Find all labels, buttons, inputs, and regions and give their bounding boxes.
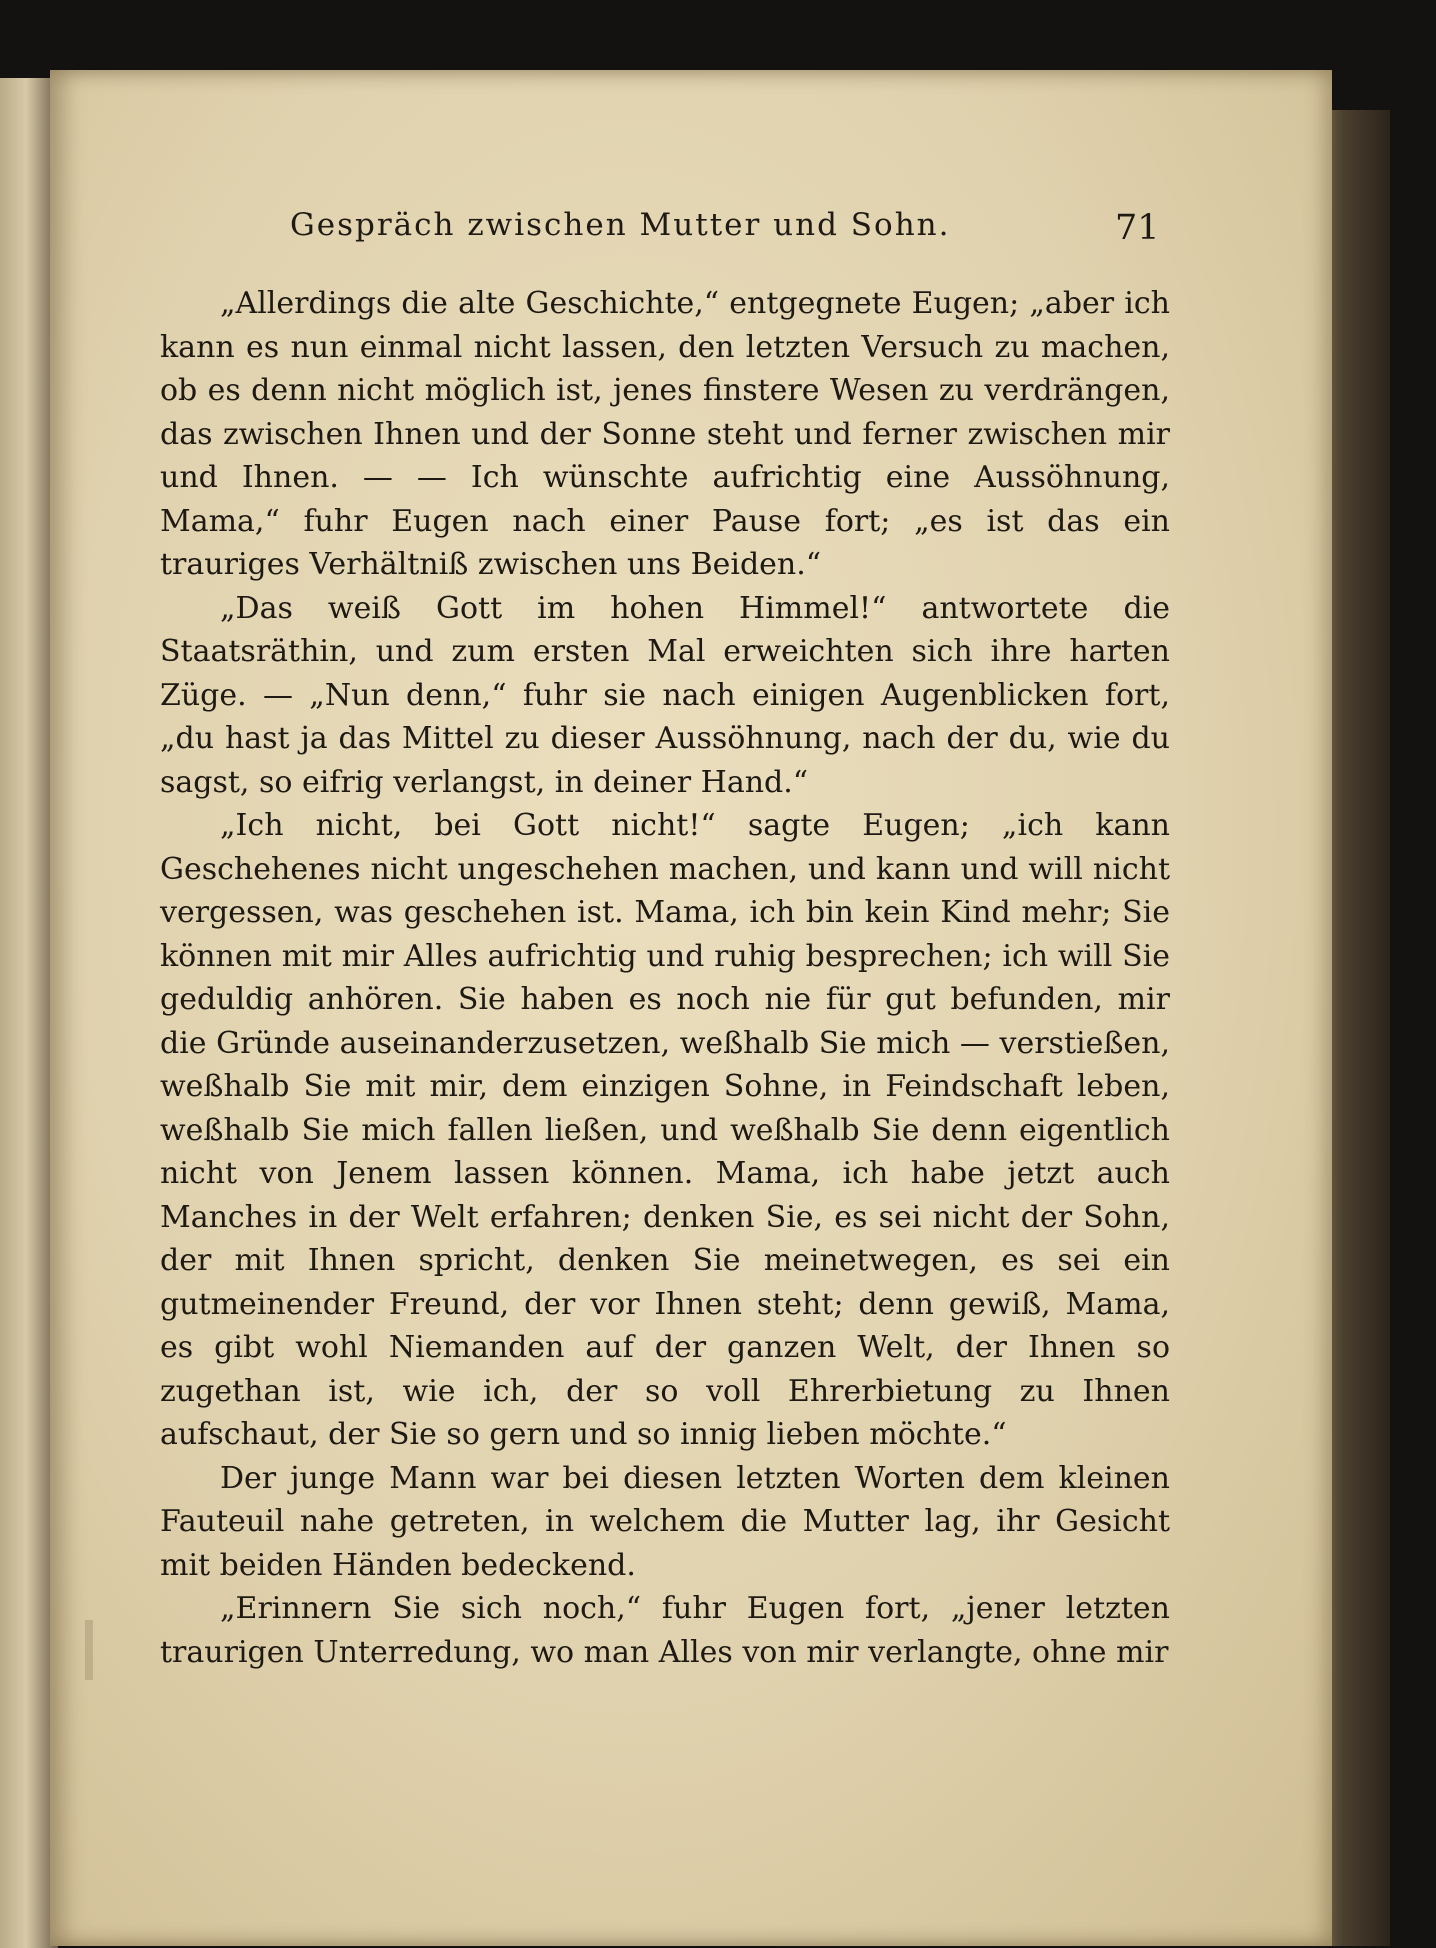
running-head: Gespräch zwischen Mutter und Sohn.: [290, 207, 951, 243]
paragraph: „Allerdings die alte Geschichte,“ entgegnete Eugen; „aber ich kann es nun einmal nicht lassen, den letzten Versuch zu machen, ob es denn nicht möglich ist, jenes finstere Wesen zu verdrängen, das zwischen Ihnen und der Sonne steht und ferner zwischen mir und Ihnen. — — Ich wünschte aufrichtig eine Aussöhnung, Mama,“ fuhr Eugen nach einer Pause fort; „es ist das ein trauriges Verhältniß zwischen uns Beiden.“: [160, 286, 1170, 582]
paragraph: „Das weiß Gott im hohen Himmel!“ antwortete die Staatsräthin, und zum ersten Mal erweichten sich ihre harten Züge. — „Nun denn,“ fuhr sie nach einigen Augenblicken fort, „du hast ja das Mittel zu dieser Aussöhnung, nach der du, wie du sagst, so eifrig verlangst, in deiner Hand.“: [160, 590, 1170, 800]
paragraph: Der junge Mann war bei diesen letzten Worten dem kleinen Fauteuil nahe getreten, in welchem die Mutter lag, ihr Gesicht mit beiden Händen bedeckend.: [160, 1460, 1170, 1583]
page-number: 71: [1115, 208, 1160, 248]
paper-stain: [85, 1620, 93, 1680]
paragraph: „Erinnern Sie sich noch,“ fuhr Eugen fort, „jener letzten traurigen Unterredung, wo man Alles von mir verlangte, ohne mir: [160, 1591, 1170, 1670]
paragraph: „Ich nicht, bei Gott nicht!“ sagte Eugen; „ich kann Geschehenes nicht ungeschehen machen, und kann und will nicht vergessen, was geschehen ist. Mama, ich bin kein Kind mehr; Sie können mit mir Alles aufrichtig und ruhig besprechen; ich will Sie geduldig anhören. Sie haben es noch nie für gut befunden, mir die Gründe auseinanderzusetzen, weßhalb Sie mich — verstießen, weßhalb Sie mit mir, dem einzigen Sohne, in Feindschaft leben, weßhalb Sie mich fallen ließen, und weßhalb Sie denn eigentlich nicht von Jenem lassen können. Mama, ich habe jetzt auch Manches in der Welt erfahren; denken Sie, es sei nicht der Sohn, der mit Ihnen spricht, denken Sie meinetwegen, es sei ein gutmeinender Freund, der vor Ihnen steht; denn gewiß, Mama, es gibt wohl Niemanden auf der ganzen Welt, der Ihnen so zugethan ist, wie ich, der so voll Ehrerbietung zu Ihnen aufschaut, der Sie so gern und so innig lieben möchte.“: [160, 808, 1170, 1452]
body-text: [160, 282, 1170, 1674]
